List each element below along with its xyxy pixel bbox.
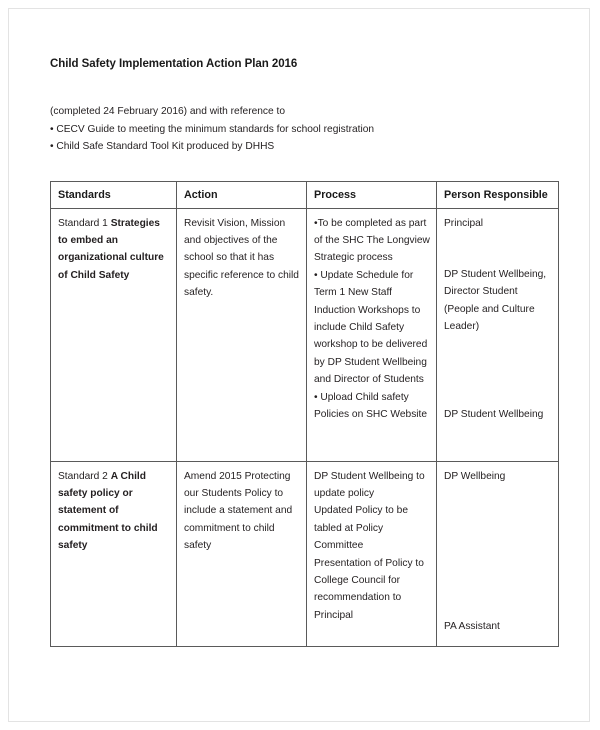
action-2-text: Amend 2015 Protecting our Students Policy to include a statement and commitment to child safety (184, 470, 293, 552)
process-1-item-2: • Update Schedule for Term 1 New Staff Induction Workshops to include Child Safety workshop to be delivered by DP Student Wellbeing and Director of Students (314, 269, 428, 386)
process-2-item-3: Presentation of Policy to College Council for recommendation to Principal (314, 557, 424, 621)
cell-person-2 (437, 461, 559, 646)
person-2-spacer-1 (444, 485, 552, 618)
cell-standard-1 (51, 208, 177, 461)
person-1-item-2: DP Student Wellbeing, Director Student (People and Culture Leader) (444, 268, 547, 333)
table-header-row (51, 181, 559, 208)
person-2-item-2: PA Assistant (444, 620, 500, 632)
table-row (51, 208, 559, 461)
cell-process-2 (307, 461, 437, 646)
intro-block (50, 103, 558, 156)
process-2-item-2: Updated Policy to be tabled at Policy Committee (314, 505, 409, 552)
column-header-action: Action (177, 181, 307, 208)
cell-action-1 (177, 208, 307, 461)
column-header-process: Process (307, 181, 437, 208)
standard-1-title: Strategies to embed an organizational culture of Child Safety (58, 217, 164, 281)
intro-line-toolkit: • Child Safe Standard Tool Kit produced by DHHS (50, 141, 275, 152)
person-1-item-3: DP Student Wellbeing (444, 408, 544, 420)
table-row (51, 461, 559, 646)
person-1-item-1: Principal (444, 217, 484, 229)
person-2-item-1: DP Wellbeing (444, 470, 506, 482)
person-1-spacer-1 (444, 232, 552, 266)
process-1-item-1: •To be completed as part of the SHC The Longview Strategic process (314, 217, 430, 264)
cell-process-1 (307, 208, 437, 461)
document-page (8, 8, 590, 722)
person-1-spacer-2 (444, 336, 552, 406)
page-title: Child Safety Implementation Action Plan 2016 (50, 58, 298, 70)
action-1-text: Revisit Vision, Mission and objectives of the school so that it has specific reference to child safety. (184, 217, 299, 299)
cell-action-2 (177, 461, 307, 646)
intro-line-cecv-guide: • CECV Guide to meeting the minimum standards for school registration (50, 123, 375, 135)
cell-person-1 (437, 208, 559, 461)
cell-standard-2 (51, 461, 177, 646)
column-header-standards: Standards (51, 181, 177, 208)
process-1-item-3: • Upload Child safety Policies on SHC Website (314, 391, 428, 420)
process-2-item-1: DP Student Wellbeing to update policy (314, 470, 425, 499)
intro-line-completed: (completed 24 February 2016) and with reference to (50, 106, 286, 117)
standard-2-title: A Child safety policy or statement of commitment to child safety (58, 470, 158, 552)
action-plan-table (50, 181, 559, 647)
standard-2-prefix: Standard 2 (58, 470, 111, 482)
page-content (50, 57, 558, 647)
column-header-person-responsible: Person Responsible (437, 181, 559, 208)
standard-1-prefix: Standard 1 (58, 217, 111, 229)
